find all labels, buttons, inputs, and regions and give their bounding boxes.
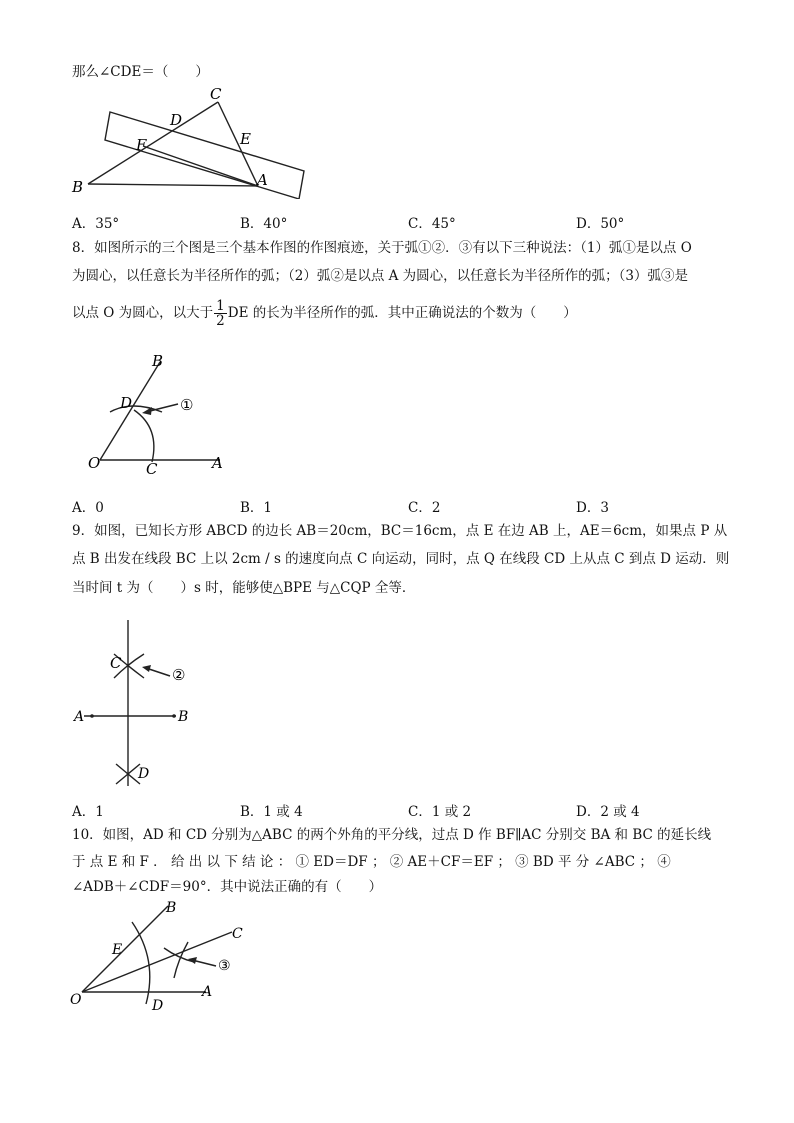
q8-line3 <box>72 296 577 330</box>
q9-label-mark: ② <box>172 666 186 684</box>
q7-tail: 那么∠CDE＝（ ） <box>72 64 209 80</box>
q7-option-d: D．50° <box>576 216 625 232</box>
q10-label-D: D <box>152 998 164 1014</box>
q9-line1: 9．如图，已知长方形 ABCD 的边长 AB＝20cm，BC＝16cm，点 E 在边 AB 上，AE＝6cm，如果点 P 从 <box>72 523 728 539</box>
q7-label-B: B <box>72 178 84 196</box>
q7-label-A: A <box>257 171 268 189</box>
q8-fraction <box>214 299 227 328</box>
q9-figure <box>70 608 220 793</box>
q8-label-mark: ① <box>180 396 194 414</box>
q7-label-D: D <box>170 111 183 129</box>
q7-label-F: F <box>136 136 147 154</box>
q8-frac-num: 1 <box>216 298 225 314</box>
q8-label-O: O <box>88 454 101 472</box>
q10-label-B: B <box>166 900 177 916</box>
q8-line2: 为圆心，以任意长为半径所作的弧；（2）弧②是以点 A 为圆心，以任意长为半径所作的弧；（3）弧③是 <box>72 268 689 284</box>
q10-label-A: A <box>202 984 213 1000</box>
q9-point-B <box>172 714 176 718</box>
q7-option-a: A．35° <box>72 216 120 232</box>
q9-option-a: A．1 <box>72 804 104 820</box>
q7-line-BA <box>88 184 258 186</box>
q10-ray-OC <box>82 932 232 992</box>
q9-point-A <box>90 714 94 718</box>
q8-option-d: D．3 <box>576 500 609 516</box>
q8-arrowhead <box>142 407 152 415</box>
q8-line1: 8．如图所示的三个图是三个基本作图的作图痕迹，关于弧①②．③有以下三种说法：（1）弧①是以点 O <box>72 240 692 256</box>
q8-label-D: D <box>120 394 133 412</box>
q8-label-C: C <box>146 460 158 478</box>
q8-option-c: C．2 <box>408 500 441 516</box>
q7-line-CA <box>218 102 258 186</box>
q8-line3-pre: 以点 O 为圆心，以大于 <box>72 305 214 321</box>
q9-line2: 点 B 出发在线段 BC 上以 2cm / s 的速度向点 C 向运动，同时，点 Q 在线段 CD 上从点 C 到点 D 运动．则 <box>72 551 730 567</box>
q8-arc-CD <box>134 410 154 462</box>
q9-label-A: A <box>74 709 85 725</box>
q7-figure <box>68 84 318 199</box>
q10-ray-OB <box>82 906 168 992</box>
q7-option-b: B．40° <box>240 216 288 232</box>
q8-figure <box>80 350 240 480</box>
q8-frac-den: 2 <box>216 313 225 329</box>
q10-line1: 10．如图，AD 和 CD 分别为△ABC 的两个外角的平分线，过点 D 作 BF∥AC 分别交 BA 和 BC 的延长线 <box>72 827 712 843</box>
q9-line3: 当时间 t 为（ ）s 时，能够使△BPE 与△CQP 全等． <box>72 580 416 596</box>
q10-label-O: O <box>70 992 82 1008</box>
q8-label-A: A <box>212 454 223 472</box>
q9-label-D: D <box>138 766 150 782</box>
q8-option-b: B．1 <box>240 500 273 516</box>
q10-figure <box>68 896 258 1014</box>
q10-label-mark: ③ <box>218 958 231 974</box>
q8-label-B: B <box>152 352 164 370</box>
q7-label-C: C <box>210 85 222 103</box>
q10-label-C: C <box>232 926 243 942</box>
q10-line2: 于 点 E 和 F ． 给 出 以 下 结 论 ： ① ED＝DF ； ② AE＋CF＝EF ； ③ BD 平 分 ∠ABC ； ④ <box>72 854 671 870</box>
q8-line3-post: DE 的长为半径所作的弧．其中正确说法的个数为（ ） <box>227 305 577 321</box>
q9-label-B: B <box>178 709 189 725</box>
q9-option-b: B．1 或 4 <box>240 804 303 820</box>
q9-label-C: C <box>110 654 122 672</box>
q8-option-a: A．0 <box>72 500 104 516</box>
q9-arrowhead <box>142 665 151 672</box>
q9-option-c: C．1 或 2 <box>408 804 472 820</box>
q9-option-d: D．2 或 4 <box>576 804 640 820</box>
q7-line-BC <box>88 102 218 184</box>
q10-line3: ∠ADB＋∠CDF＝90°．其中说法正确的有（ ） <box>72 879 383 895</box>
q10-label-E: E <box>112 942 123 958</box>
q7-label-E: E <box>240 130 251 148</box>
q7-option-c: C．45° <box>408 216 456 232</box>
